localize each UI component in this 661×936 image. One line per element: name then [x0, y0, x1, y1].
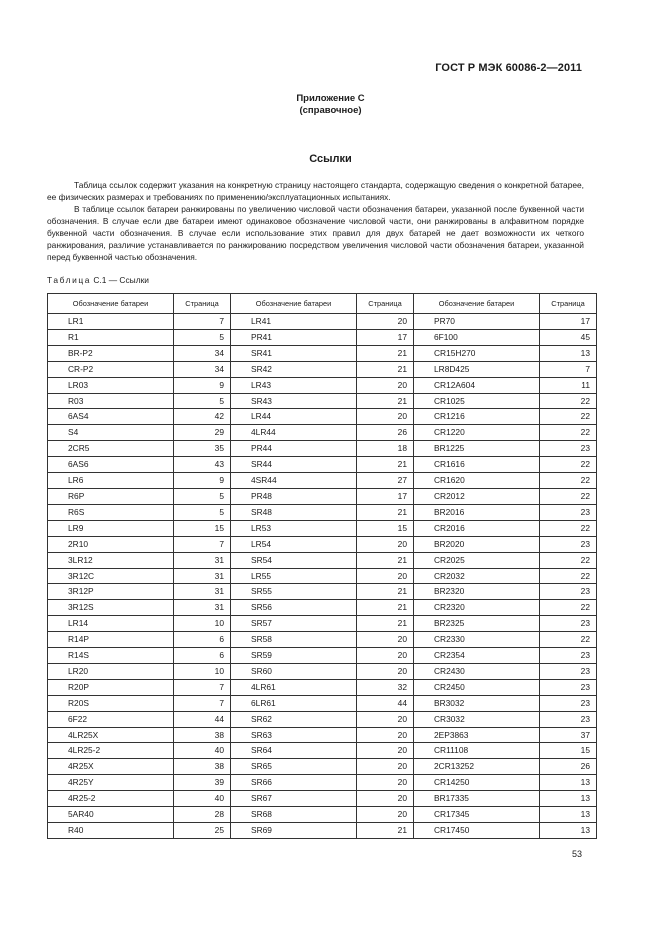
battery-designation-cell: 6AS4	[48, 409, 174, 425]
page-number-cell: 21	[357, 552, 414, 568]
page-number: 53	[571, 849, 582, 859]
page-number-cell: 5	[174, 393, 231, 409]
battery-designation-cell: SR66	[231, 775, 357, 791]
battery-designation-cell: 2R10	[48, 536, 174, 552]
page-number-cell: 28	[174, 807, 231, 823]
page-number-cell: 27	[357, 473, 414, 489]
page-number-cell: 31	[174, 552, 231, 568]
table-row	[48, 377, 597, 393]
page-number-cell: 37	[540, 727, 597, 743]
page-number-cell: 23	[540, 536, 597, 552]
battery-designation-cell: 4LR25-2	[48, 743, 174, 759]
battery-designation-cell: BR1225	[414, 441, 540, 457]
battery-designation-cell: LR14	[48, 616, 174, 632]
annex-heading	[0, 93, 661, 117]
battery-designation-cell: 3R12S	[48, 600, 174, 616]
battery-designation-cell: SR42	[231, 361, 357, 377]
page-number-cell: 25	[174, 823, 231, 839]
page-number-cell: 44	[357, 695, 414, 711]
battery-designation-cell: CR-P2	[48, 361, 174, 377]
page-number-cell: 22	[540, 568, 597, 584]
page-number-cell: 31	[174, 600, 231, 616]
table-row	[48, 441, 597, 457]
battery-designation-cell: SR69	[231, 823, 357, 839]
page-number-cell: 20	[357, 314, 414, 330]
paragraph-1	[47, 179, 584, 203]
page-number-cell: 40	[174, 791, 231, 807]
table-row	[48, 345, 597, 361]
battery-designation-cell: CR1220	[414, 425, 540, 441]
table-row	[48, 616, 597, 632]
page-number-cell: 7	[174, 695, 231, 711]
page-number-cell: 22	[540, 473, 597, 489]
table-row	[48, 473, 597, 489]
page-number-cell: 31	[174, 568, 231, 584]
page-number-cell: 29	[174, 425, 231, 441]
battery-designation-cell: S4	[48, 425, 174, 441]
battery-designation-cell: CR2025	[414, 552, 540, 568]
table-row	[48, 536, 597, 552]
page-number-cell: 23	[540, 695, 597, 711]
battery-designation-cell: LR6	[48, 473, 174, 489]
battery-designation-cell: CR11108	[414, 743, 540, 759]
battery-designation-cell: CR2330	[414, 632, 540, 648]
battery-designation-cell: 2CR13252	[414, 759, 540, 775]
battery-designation-cell: LR9	[48, 520, 174, 536]
page-number-cell: 34	[174, 361, 231, 377]
page-number-cell: 26	[357, 425, 414, 441]
page-number-cell: 39	[174, 775, 231, 791]
header-page: Страница	[357, 294, 414, 314]
battery-designation-cell: CR14250	[414, 775, 540, 791]
table-row	[48, 329, 597, 345]
table-row	[48, 648, 597, 664]
battery-designation-cell: R20S	[48, 695, 174, 711]
page-number-cell: 6	[174, 632, 231, 648]
battery-designation-cell: LR44	[231, 409, 357, 425]
battery-designation-cell: LR55	[231, 568, 357, 584]
battery-designation-cell: 4LR44	[231, 425, 357, 441]
battery-designation-cell: LR1	[48, 314, 174, 330]
battery-designation-cell: SR62	[231, 711, 357, 727]
battery-designation-cell: R14P	[48, 632, 174, 648]
battery-designation-cell: R20P	[48, 679, 174, 695]
battery-designation-cell: R03	[48, 393, 174, 409]
table-row	[48, 504, 597, 520]
paragraph-1-text: Таблица ссылок содержит указания на конкретную страницу настоящего стандарта, содержащую сведения о конкретной батарее, ее физических размерах и требованиях по применению/эксплуатационных испытаниях.	[47, 180, 584, 203]
battery-designation-cell: PR41	[231, 329, 357, 345]
table-row	[48, 520, 597, 536]
battery-designation-cell: 4R25-2	[48, 791, 174, 807]
battery-designation-cell: SR67	[231, 791, 357, 807]
page-number-cell: 35	[174, 441, 231, 457]
page-number-cell: 21	[357, 457, 414, 473]
table-row	[48, 457, 597, 473]
table-row	[48, 568, 597, 584]
table-caption-label: Таблица	[47, 275, 92, 285]
page-number-cell: 13	[540, 823, 597, 839]
battery-designation-cell: LR03	[48, 377, 174, 393]
table-row	[48, 632, 597, 648]
page-number-cell: 9	[174, 473, 231, 489]
table-row	[48, 584, 597, 600]
battery-designation-cell: PR48	[231, 488, 357, 504]
battery-designation-cell: LR53	[231, 520, 357, 536]
table-row	[48, 488, 597, 504]
table-caption-number: С.1 — Ссылки	[93, 275, 149, 285]
page-number-cell: 22	[540, 600, 597, 616]
page-number-cell: 31	[174, 584, 231, 600]
battery-designation-cell: LR41	[231, 314, 357, 330]
header-battery-designation: Обозначение батареи	[231, 294, 357, 314]
table-row	[48, 775, 597, 791]
battery-designation-cell: CR2430	[414, 663, 540, 679]
battery-designation-cell: BR17335	[414, 791, 540, 807]
battery-designation-cell: SR63	[231, 727, 357, 743]
battery-designation-cell: 5AR40	[48, 807, 174, 823]
battery-designation-cell: SR57	[231, 616, 357, 632]
battery-designation-cell: 3R12P	[48, 584, 174, 600]
battery-designation-cell: SR68	[231, 807, 357, 823]
battery-designation-cell: R14S	[48, 648, 174, 664]
page-number-cell: 20	[357, 775, 414, 791]
page-number-cell: 7	[174, 314, 231, 330]
battery-designation-cell: CR1025	[414, 393, 540, 409]
page-number-cell: 38	[174, 727, 231, 743]
page-number-cell: 7	[174, 679, 231, 695]
page-number-cell: 10	[174, 616, 231, 632]
battery-designation-cell: 6F100	[414, 329, 540, 345]
battery-designation-cell: LR8D425	[414, 361, 540, 377]
page-number-cell: 20	[357, 536, 414, 552]
page-number-cell: 18	[357, 441, 414, 457]
page-number-cell: 42	[174, 409, 231, 425]
battery-designation-cell: CR2354	[414, 648, 540, 664]
page-number-cell: 13	[540, 345, 597, 361]
page-number-cell: 20	[357, 377, 414, 393]
page-number-cell: 20	[357, 727, 414, 743]
battery-designation-cell: LR20	[48, 663, 174, 679]
battery-designation-cell: SR56	[231, 600, 357, 616]
battery-designation-cell: CR15H270	[414, 345, 540, 361]
battery-designation-cell: SR41	[231, 345, 357, 361]
battery-designation-cell: PR70	[414, 314, 540, 330]
battery-designation-cell: 4R25Y	[48, 775, 174, 791]
table-row	[48, 393, 597, 409]
battery-designation-cell: BR-P2	[48, 345, 174, 361]
battery-designation-cell: SR64	[231, 743, 357, 759]
paragraph-2-text: В таблице ссылок батареи ранжированы по увеличению числовой части обозначения батареи, указанной после буквенной части обозначения. В случае если две батареи имеют одинаковое обозначение числовой части, они ранжированы в алфавитном порядке буквенной части обозначения. В случае если использование этих правил для двух батарей не дает возможности их четкого ранжирования, различие устанавливается по ранжированию посредством увеличения числовой части обозначения батареи, указанной перед буквенной частью обозначения.	[47, 204, 584, 263]
battery-designation-cell: CR3032	[414, 711, 540, 727]
table-row	[48, 425, 597, 441]
battery-designation-cell: 4LR25X	[48, 727, 174, 743]
table-row	[48, 314, 597, 330]
battery-designation-cell: 4SR44	[231, 473, 357, 489]
table-row	[48, 409, 597, 425]
section-title: Ссылки	[309, 153, 352, 165]
page-number-cell: 21	[357, 600, 414, 616]
table-row	[48, 663, 597, 679]
table-row	[48, 361, 597, 377]
table-body	[48, 314, 597, 839]
battery-designation-cell: CR1616	[414, 457, 540, 473]
reference-table	[47, 293, 597, 839]
battery-designation-cell: 4LR61	[231, 679, 357, 695]
page-number-cell: 23	[540, 648, 597, 664]
page-number-cell: 22	[540, 457, 597, 473]
header-battery-designation: Обозначение батареи	[48, 294, 174, 314]
table-row	[48, 791, 597, 807]
battery-designation-cell: CR2012	[414, 488, 540, 504]
battery-designation-cell: CR12A604	[414, 377, 540, 393]
page-number-cell: 9	[174, 377, 231, 393]
annex-subtitle: (справочное)	[299, 105, 362, 116]
page-number-cell: 7	[540, 361, 597, 377]
page-number-cell: 21	[357, 393, 414, 409]
battery-designation-cell: SR55	[231, 584, 357, 600]
page-number-cell: 21	[357, 504, 414, 520]
page-number-cell: 15	[540, 743, 597, 759]
page-number-cell: 20	[357, 791, 414, 807]
standard-designation: ГОСТ Р МЭК 60086-2—2011	[435, 62, 582, 74]
table-row	[48, 552, 597, 568]
table-row	[48, 679, 597, 695]
page-number-cell: 20	[357, 632, 414, 648]
page-number-cell: 23	[540, 504, 597, 520]
page-number-cell: 23	[540, 441, 597, 457]
battery-designation-cell: 2EP3863	[414, 727, 540, 743]
battery-designation-cell: 2CR5	[48, 441, 174, 457]
battery-designation-cell: 6AS6	[48, 457, 174, 473]
battery-designation-cell: LR54	[231, 536, 357, 552]
battery-designation-cell: SR58	[231, 632, 357, 648]
page-number-cell: 34	[174, 345, 231, 361]
page-number-cell: 7	[174, 536, 231, 552]
battery-designation-cell: CR2450	[414, 679, 540, 695]
battery-designation-cell: R6P	[48, 488, 174, 504]
battery-designation-cell: PR44	[231, 441, 357, 457]
page-number-cell: 13	[540, 775, 597, 791]
page-number-cell: 21	[357, 823, 414, 839]
battery-designation-cell: R6S	[48, 504, 174, 520]
page-number-cell: 22	[540, 520, 597, 536]
table-row	[48, 695, 597, 711]
page-number-cell: 44	[174, 711, 231, 727]
page-number-cell: 21	[357, 345, 414, 361]
page-number-cell: 40	[174, 743, 231, 759]
page-number-cell: 22	[540, 632, 597, 648]
header-battery-designation: Обозначение батареи	[414, 294, 540, 314]
page-number-cell: 6	[174, 648, 231, 664]
battery-designation-cell: BR3032	[414, 695, 540, 711]
page-number-cell: 11	[540, 377, 597, 393]
page-number-cell: 23	[540, 584, 597, 600]
page-number-cell: 5	[174, 504, 231, 520]
page-number-cell: 22	[540, 488, 597, 504]
page-number-cell: 26	[540, 759, 597, 775]
page-number-cell: 38	[174, 759, 231, 775]
battery-designation-cell: R1	[48, 329, 174, 345]
page-number-cell: 20	[357, 648, 414, 664]
page-number-cell: 22	[540, 552, 597, 568]
battery-designation-cell: 4R25X	[48, 759, 174, 775]
header-page: Страница	[540, 294, 597, 314]
battery-designation-cell: 6LR61	[231, 695, 357, 711]
battery-designation-cell: CR2032	[414, 568, 540, 584]
table-row	[48, 759, 597, 775]
battery-designation-cell: CR1620	[414, 473, 540, 489]
battery-designation-cell: CR2320	[414, 600, 540, 616]
table-row	[48, 727, 597, 743]
header-page: Страница	[174, 294, 231, 314]
page-number-cell: 20	[357, 409, 414, 425]
page-number-cell: 22	[540, 393, 597, 409]
battery-designation-cell: 3LR12	[48, 552, 174, 568]
battery-designation-cell: CR17450	[414, 823, 540, 839]
page-number-cell: 13	[540, 791, 597, 807]
battery-designation-cell: SR43	[231, 393, 357, 409]
battery-designation-cell: SR65	[231, 759, 357, 775]
battery-designation-cell: CR2016	[414, 520, 540, 536]
battery-designation-cell: 3R12C	[48, 568, 174, 584]
page-number-cell: 20	[357, 568, 414, 584]
page-number-cell: 20	[357, 807, 414, 823]
table-header-row	[48, 294, 597, 314]
table-row	[48, 711, 597, 727]
page-number-cell: 5	[174, 329, 231, 345]
page-number-cell: 20	[357, 743, 414, 759]
battery-designation-cell: R40	[48, 823, 174, 839]
page-number-cell: 15	[174, 520, 231, 536]
page-number-cell: 15	[357, 520, 414, 536]
page-number-cell: 20	[357, 759, 414, 775]
battery-designation-cell: BR2020	[414, 536, 540, 552]
page-number-cell: 21	[357, 361, 414, 377]
page-number-cell: 10	[174, 663, 231, 679]
battery-designation-cell: SR44	[231, 457, 357, 473]
page-number-cell: 17	[357, 488, 414, 504]
page-number-cell: 13	[540, 807, 597, 823]
page-number-cell: 5	[174, 488, 231, 504]
battery-designation-cell: CR17345	[414, 807, 540, 823]
page-number-cell: 20	[357, 711, 414, 727]
table-row	[48, 823, 597, 839]
paragraph-2	[47, 203, 584, 263]
battery-designation-cell: LR43	[231, 377, 357, 393]
table-row	[48, 600, 597, 616]
page-number-cell: 21	[357, 616, 414, 632]
battery-designation-cell: CR1216	[414, 409, 540, 425]
battery-designation-cell: BR2320	[414, 584, 540, 600]
page-number-cell: 17	[540, 314, 597, 330]
annex-title: Приложение С	[296, 93, 365, 104]
battery-designation-cell: SR48	[231, 504, 357, 520]
battery-designation-cell: SR59	[231, 648, 357, 664]
table-row	[48, 743, 597, 759]
page-number-cell: 23	[540, 663, 597, 679]
battery-designation-cell: SR54	[231, 552, 357, 568]
battery-designation-cell: BR2325	[414, 616, 540, 632]
battery-designation-cell: SR60	[231, 663, 357, 679]
page-number-cell: 22	[540, 425, 597, 441]
page-number-cell: 21	[357, 584, 414, 600]
page-number-cell: 20	[357, 663, 414, 679]
battery-designation-cell: BR2016	[414, 504, 540, 520]
page-number-cell: 23	[540, 711, 597, 727]
table-caption	[47, 275, 149, 285]
battery-designation-cell: 6F22	[48, 711, 174, 727]
page-number-cell: 45	[540, 329, 597, 345]
table-row	[48, 807, 597, 823]
page-number-cell: 22	[540, 409, 597, 425]
page-number-cell: 43	[174, 457, 231, 473]
page-number-cell: 23	[540, 616, 597, 632]
page-number-cell: 32	[357, 679, 414, 695]
page-number-cell: 23	[540, 679, 597, 695]
page-number-cell: 17	[357, 329, 414, 345]
